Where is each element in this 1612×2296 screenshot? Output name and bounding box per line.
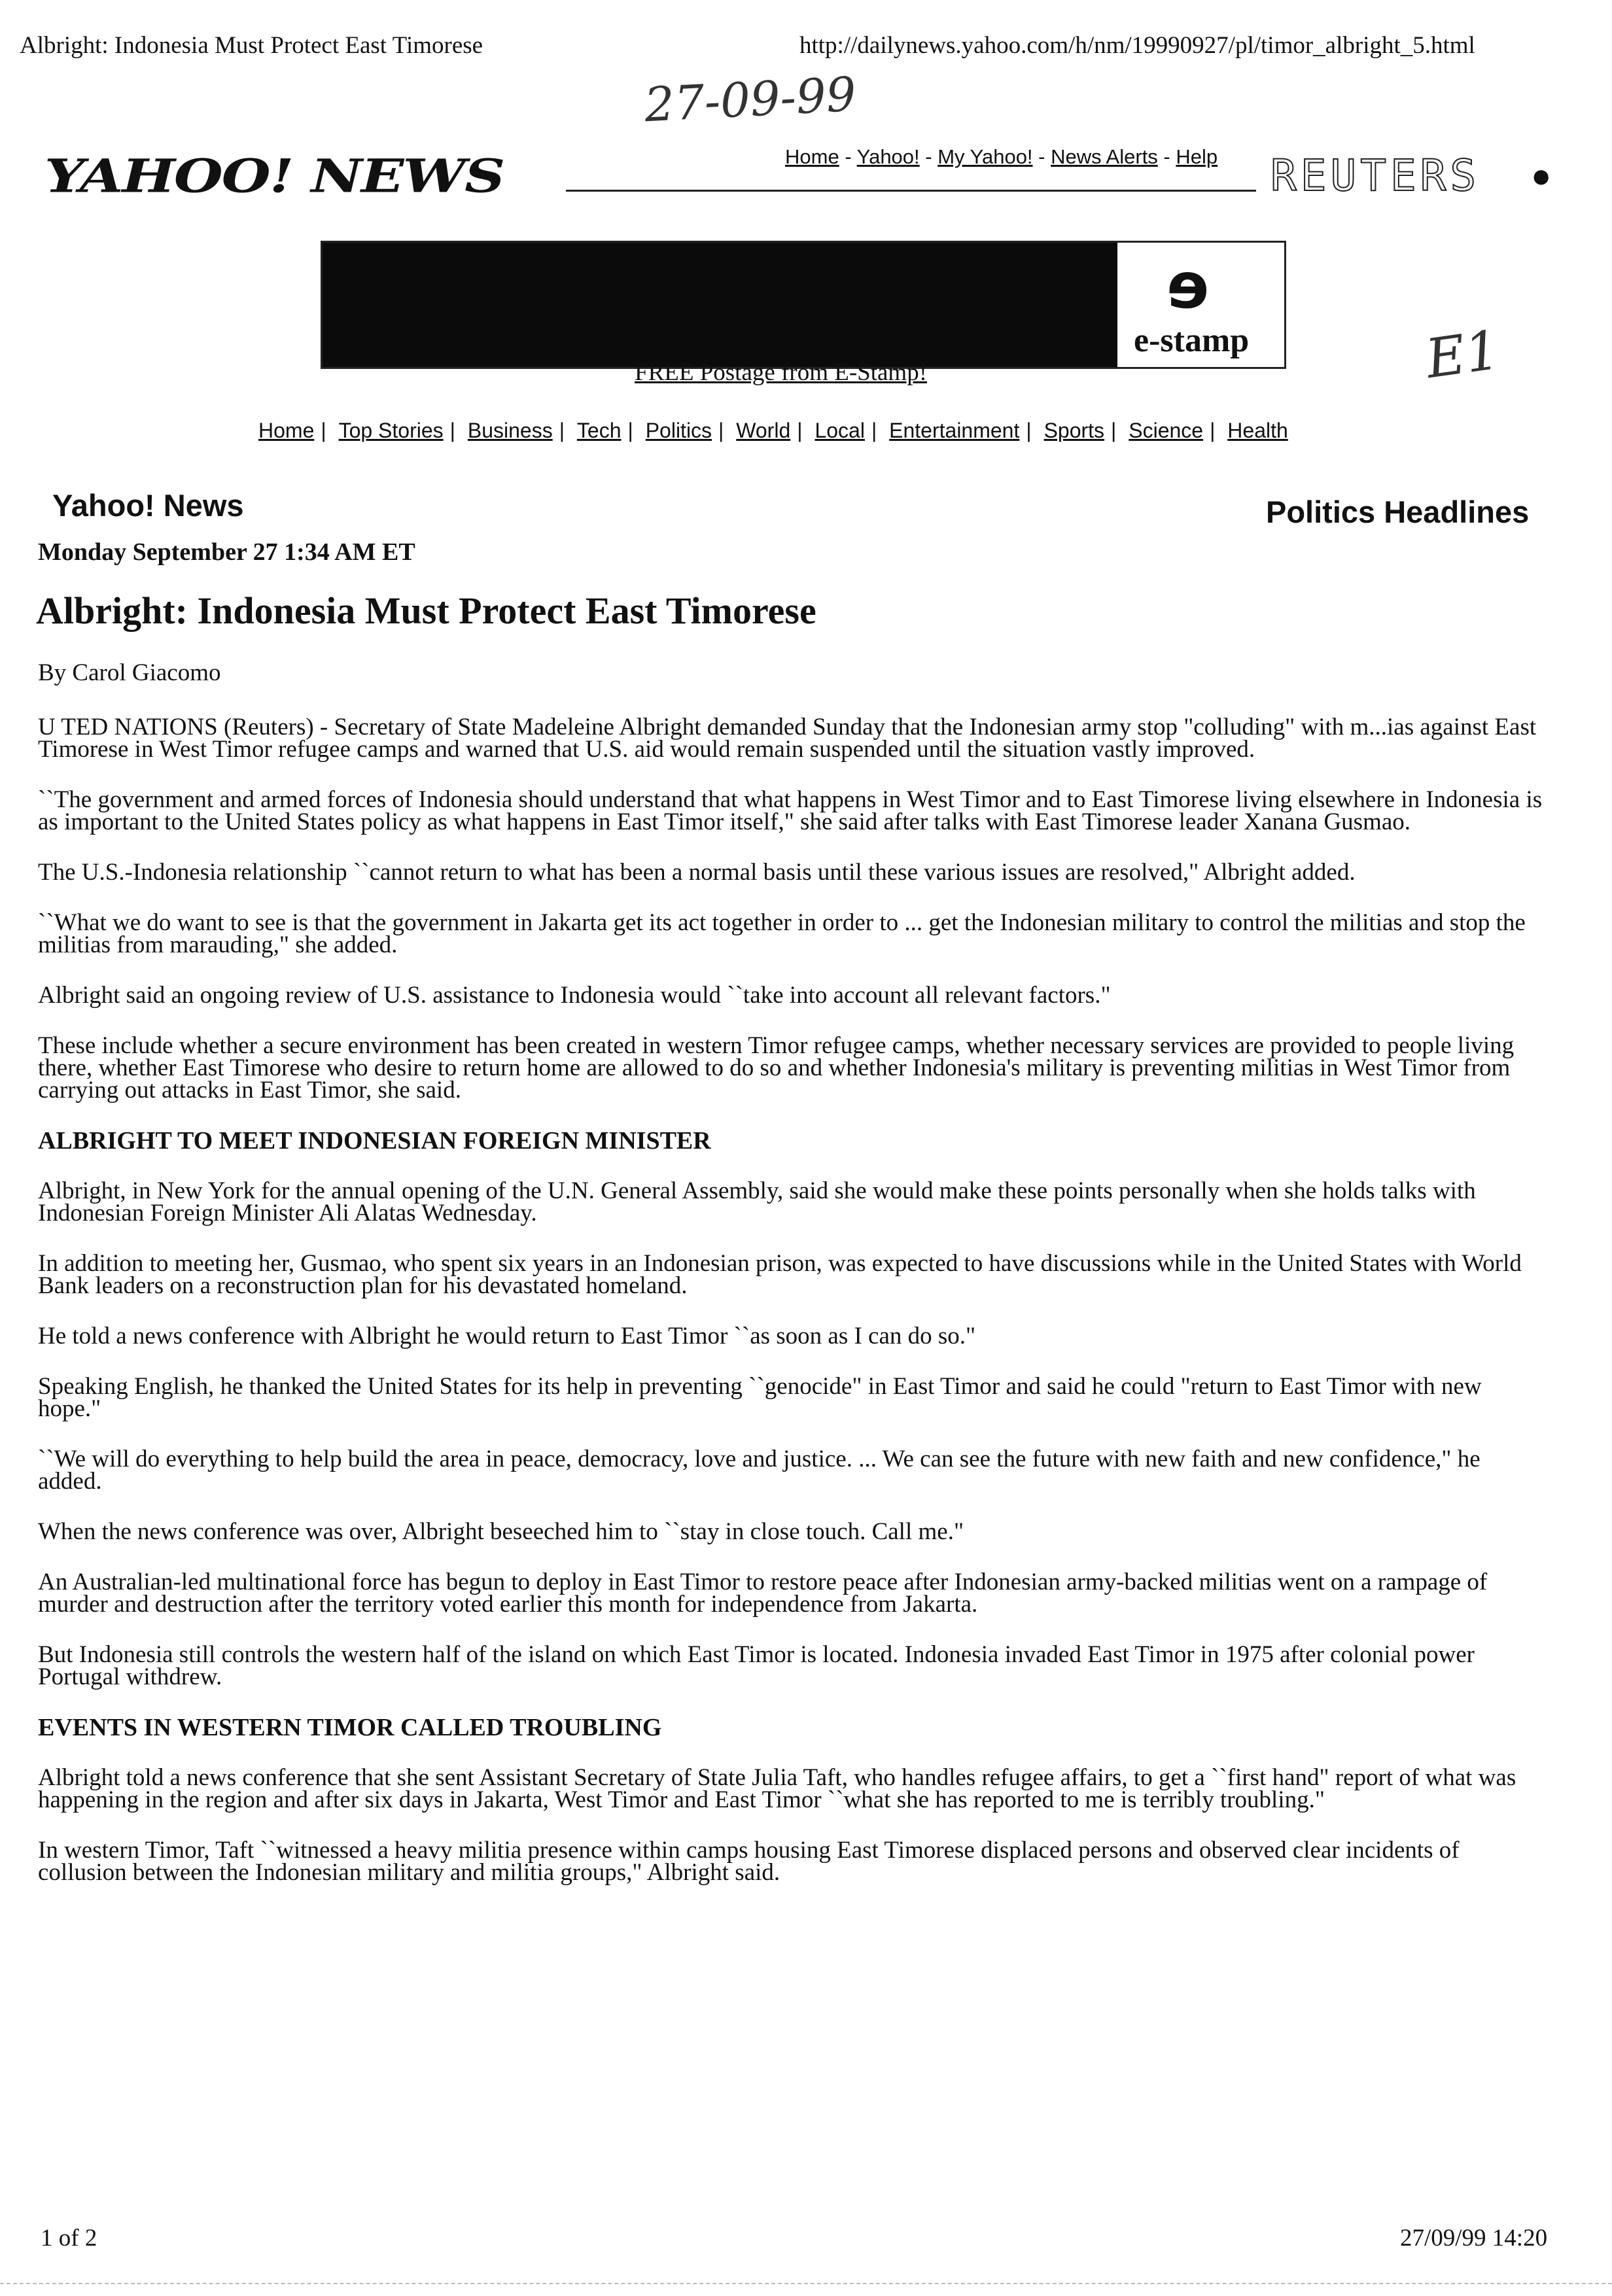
article-paragraph: Albright said an ongoing review of U.S. assistance to Indonesia would ``take into account all relevant factors.": [38, 982, 1111, 1009]
byline: By Carol Giacomo: [38, 659, 221, 686]
article-body: [38, 716, 1543, 1912]
nav-entertainment[interactable]: Entertainment: [889, 419, 1020, 442]
article-subheading: EVENTS IN WESTERN TIMOR CALLED TROUBLING: [38, 1714, 662, 1741]
nav-business[interactable]: Business: [467, 419, 553, 442]
article-headline: Albright: Indonesia Must Protect East Timorese: [36, 589, 816, 632]
nav-top-stories[interactable]: Top Stories: [338, 419, 444, 442]
site-title: Yahoo! News: [52, 488, 244, 523]
print-header-url: http://dailynews.yahoo.com/h/nm/19990927/pl/timor_albright_5.html: [799, 32, 1475, 59]
article-paragraph: ``We will do everything to help build the area in peace, democracy, love and justice. ... We can see the future with new faith and new confidence," he added.: [38, 1446, 1481, 1495]
yahoo-news-logo[interactable]: YAHOO! NEWS: [44, 149, 504, 203]
article-paragraph: Speaking English, he thanked the United States for its help in preventing ``genocide" in East Timor and said he could "return to East Timor with new hope.": [38, 1373, 1482, 1422]
article-paragraph: U TED NATIONS (Reuters) - Secretary of State Madeleine Albright demanded Sunday that the Indonesian army stop "colluding" with m...ias against East Timorese in West Timor refugee camps and warned that U.S. aid would remain suspended until the situation vastly improved.: [38, 714, 1537, 763]
top-nav: Home - Yahoo! - My Yahoo! - News Alerts - Help: [785, 145, 1218, 168]
handwritten-mark: E1: [1422, 319, 1504, 391]
article-subheading: ALBRIGHT TO MEET INDONESIAN FOREIGN MINISTER: [38, 1127, 711, 1155]
article-paragraph: Albright told a news conference that she sent Assistant Secretary of State Julia Taft, who handles refugee affairs, to get a ``first hand" report of what was happening in the region and after six days in Jakarta, West Timor and East Timor ``what she has reported to me is terribly troubling.": [38, 1764, 1516, 1813]
article-paragraph: Albright, in New York for the annual opening of the U.N. General Assembly, said she would make these points personally when she holds talks with Indonesian Foreign Minister Ali Alatas Wednesday.: [38, 1177, 1476, 1226]
nav-politics[interactable]: Politics: [645, 419, 712, 442]
article-paragraph: In addition to meeting her, Gusmao, who spent six years in an Indonesian prison, was expected to have discussions while in the United States with World Bank leaders on a reconstruction plan for his devastated homeland.: [38, 1250, 1522, 1299]
article-paragraph: In western Timor, Taft ``witnessed a heavy militia presence within camps housing East Timorese displaced persons and observed clear incidents of collusion between the Indonesian military and militia groups," Albright said.: [38, 1837, 1460, 1886]
article-paragraph: These include whether a secure environment has been created in western Timor refugee camps, whether necessary services are provided to people living there, whether East Timorese who desire to return home are allowed to do so and whether Indonesia's military is preventing militias in West Timor from carrying out attacks in East Timor, she said.: [38, 1032, 1515, 1104]
banner-brand: e-stamp: [1134, 322, 1250, 359]
scan-edge: [0, 2283, 1612, 2284]
nav-home[interactable]: Home: [258, 419, 315, 442]
banner-image: [323, 243, 1117, 367]
nav-science[interactable]: Science: [1129, 419, 1204, 442]
nav-local[interactable]: Local: [815, 419, 865, 442]
reuters-logo: REUTERS: [1270, 150, 1481, 201]
nav-world[interactable]: World: [736, 419, 791, 442]
top-nav-news-alerts[interactable]: News Alerts: [1051, 145, 1158, 168]
free-postage-link[interactable]: FREE Postage from E-Stamp!: [635, 359, 928, 386]
section-title: Politics Headlines: [1266, 495, 1530, 529]
nav-sports[interactable]: Sports: [1043, 419, 1105, 442]
dateline: Monday September 27 1:34 AM ET: [38, 538, 415, 566]
article-paragraph: ``What we do want to see is that the government in Jakarta get its act together in order to ... get the Indonesian military to control the militias and stop the militias from marauding," she added.: [38, 909, 1526, 958]
handwritten-date: 27-09-99: [643, 66, 858, 133]
article-paragraph: An Australian-led multinational force has begun to deploy in East Timor to restore peace after Indonesian army-backed militias went on a rampage of murder and destruction after the territory voted earlier this month for independence from Jakarta.: [38, 1569, 1488, 1618]
page-number: 1 of 2: [41, 2225, 97, 2252]
logo-divider: [566, 190, 1256, 192]
article-paragraph: ``The government and armed forces of Indonesia should understand that what happens in West Timor and to East Timorese living elsewhere in Indonesia is as important to the United States policy as what happens in East Timor itself," she said after talks with East Timorese leader Xanana Gusmao.: [38, 786, 1543, 835]
section-nav: Home | Top Stories | Business | Tech | Politics | World | Local | Entertainment | Sports | Science | Health: [258, 419, 1288, 442]
print-timestamp: 27/09/99 14:20: [1400, 2225, 1548, 2252]
print-header-title: Albright: Indonesia Must Protect East Timorese: [20, 32, 483, 59]
article-paragraph: When the news conference was over, Albright beseeched him to ``stay in close touch. Call me.": [38, 1518, 964, 1545]
nav-tech[interactable]: Tech: [576, 419, 622, 442]
top-nav-yahoo[interactable]: Yahoo!: [856, 145, 920, 168]
article-paragraph: The U.S.-Indonesia relationship ``cannot return to what has been a normal basis until these various issues are resolved," Albright added.: [38, 859, 1356, 886]
estamp-banner-ad[interactable]: [321, 241, 1286, 369]
top-nav-home[interactable]: Home: [785, 145, 839, 168]
top-nav-help[interactable]: Help: [1176, 145, 1218, 168]
top-nav-my-yahoo[interactable]: My Yahoo!: [937, 145, 1033, 168]
article-paragraph: But Indonesia still controls the western half of the island on which East Timor is located. Indonesia invaded East Timor in 1975 after colonial power Portugal withdrew.: [38, 1641, 1475, 1690]
estamp-logo-icon: e: [1166, 249, 1210, 322]
reuters-dot-icon: ●: [1531, 158, 1552, 195]
article-paragraph: He told a news conference with Albright he would return to East Timor ``as soon as I can do so.": [38, 1323, 976, 1349]
nav-health[interactable]: Health: [1227, 419, 1288, 442]
